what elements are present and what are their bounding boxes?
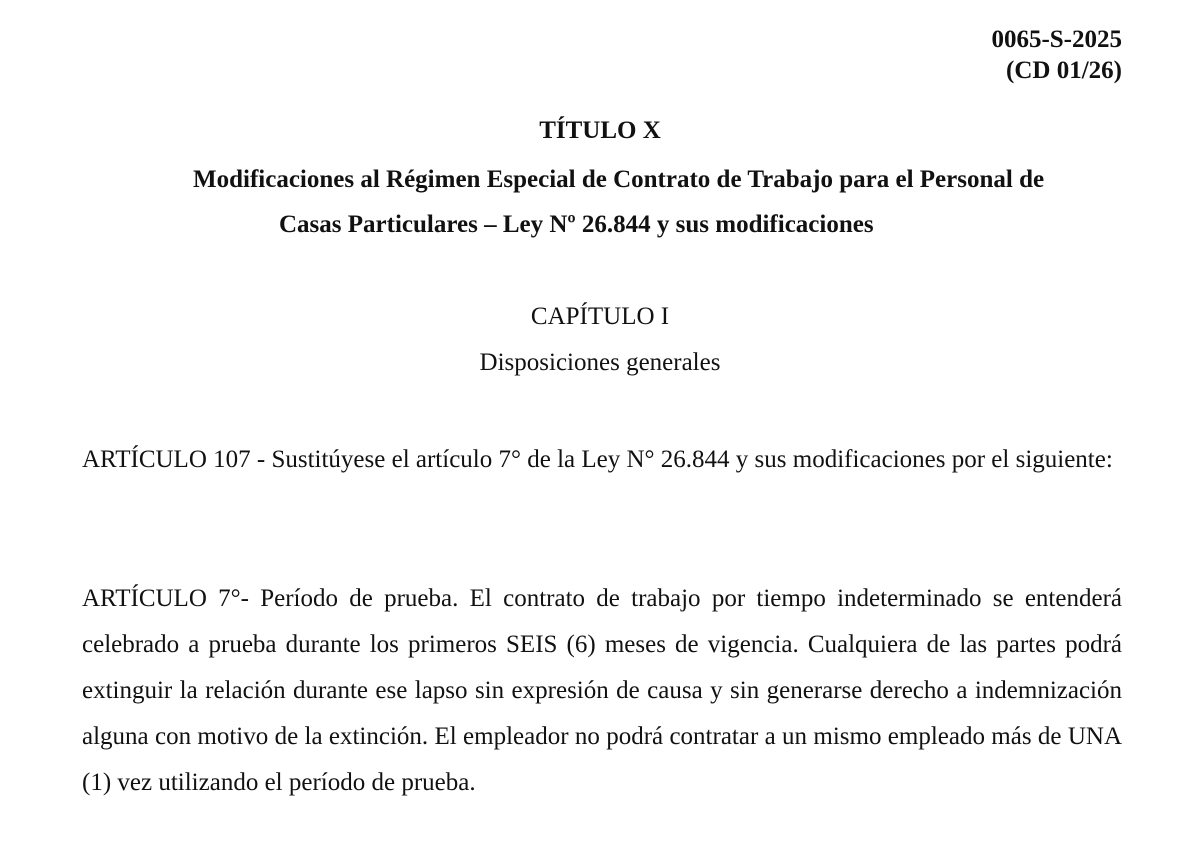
- reference-code: (CD 01/26): [1006, 57, 1122, 84]
- article-107-paragraph: ARTÍCULO 107 - Sustitúyese el artículo 7° de la Ley N° 26.844 y sus modificaciones por el siguiente:: [82, 446, 1113, 473]
- document-reference: [991, 24, 1122, 86]
- article-7-paragraph: ARTÍCULO 7°- Período de prueba. El contrato de trabajo por tiempo indeterminado se entenderá celebrado a prueba durante los primeros SEIS (6) meses de vigencia. Cualquiera de las partes podrá extinguir la relación durante ese lapso sin expresión de causa y sin generarse derecho a indemnización alguna con motivo de la extinción. El empleador no podrá contratar a un mismo empleado más de UNA (1) vez utilizando el período de prueba.: [82, 585, 1122, 796]
- chapter-name: Disposiciones generales: [479, 349, 721, 376]
- reference-number: 0065-S-2025: [991, 26, 1122, 53]
- title-subtitle-line-2: Casas Particulares – Ley Nº 26.844 y sus modificaciones: [279, 211, 874, 238]
- title-subtitle-line-1: Modificaciones al Régimen Especial de Contrato de Trabajo para el Personal de: [193, 166, 1045, 193]
- chapter-heading: CAPÍTULO I: [530, 303, 670, 330]
- title-heading: TÍTULO X: [539, 117, 661, 144]
